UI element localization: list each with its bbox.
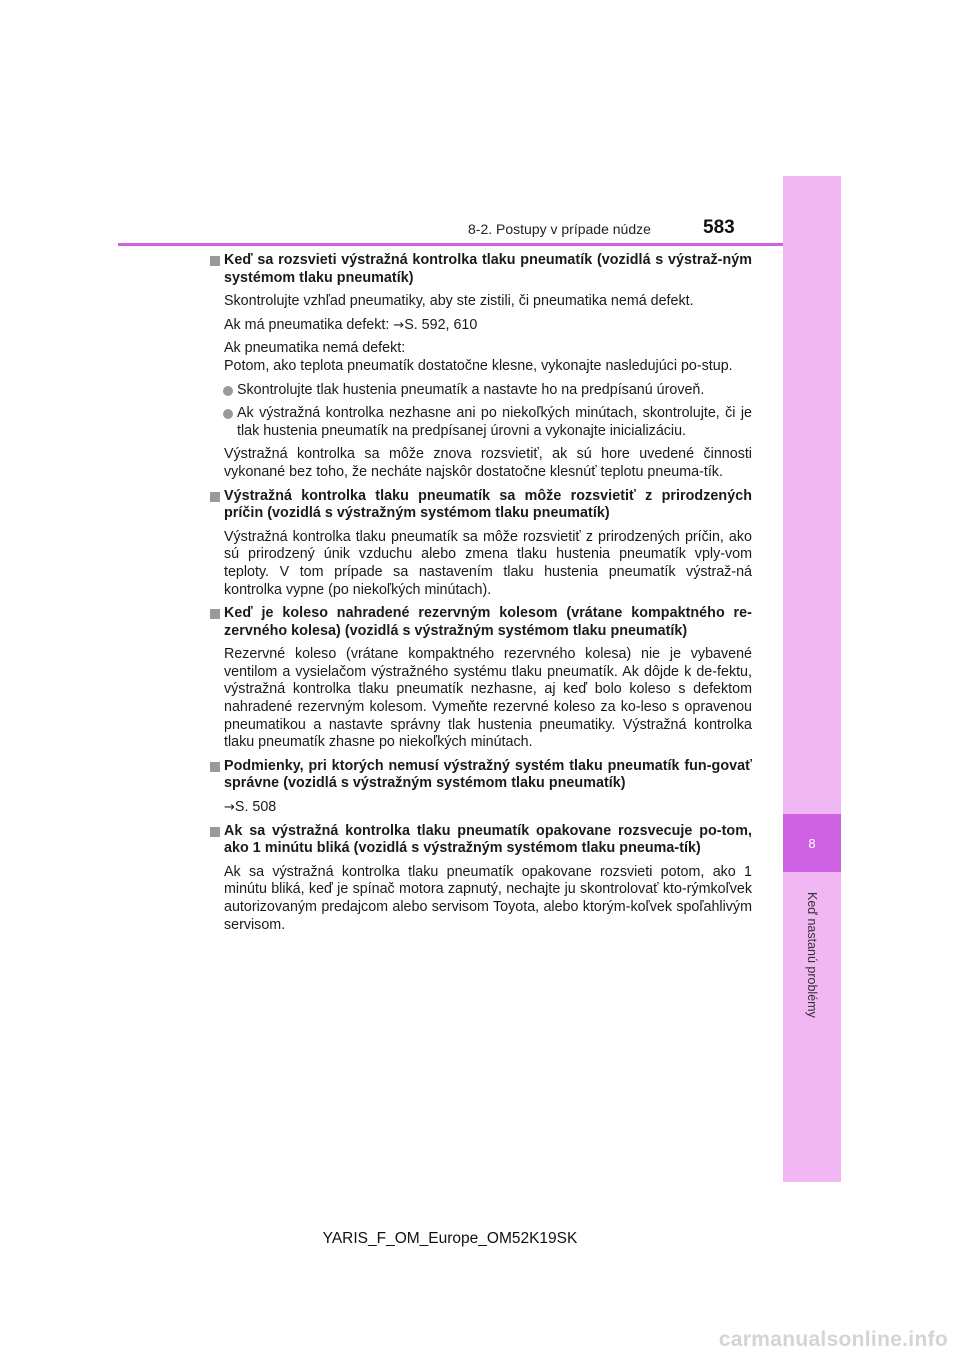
section-heading: Ak sa výstražná kontrolka tlaku pneumatík opakovane rozsvecuje po-tom, ako 1 minútu bliká (vozidlá s výstražným systémom tlaku pneuma-tík): [210, 823, 752, 858]
page-content: [210, 252, 752, 934]
chapter-title-vertical: Keď nastanú problémy: [805, 892, 819, 1018]
list-item: Skontrolujte tlak hustenia pneumatík a nastavte ho na predpísanú úroveň.: [210, 382, 752, 400]
footer-doc-id: YARIS_F_OM_Europe_OM52K19SK: [322, 1230, 578, 1247]
section-heading: Keď je koleso nahradené rezervným kolesom (vrátane kompaktného re-zervného kolesa) (vozidlá s výstražným systémom tlaku pneumatík): [210, 605, 752, 640]
chapter-side-tab: [783, 176, 841, 1182]
paragraph: Rezervné koleso (vrátane kompaktného rezervného kolesa) nie je vybavené ventilom a vysielačom výstražného systému tlaku pneumatík. Ak dôjde k de-fektu, výstražná kontrolka tlaku pneumatík nezhasne, aj keď bolo koleso s defektom nahradené rezervným kolesom. Vymeňte rezervné koleso za ko-leso s opravenou pneumatikou a nastavte správny tlak hustenia pneumatiky. Výstražná kontrolka tlaku pneumatík zhasne po niekoľkých minútach.: [224, 646, 752, 751]
paragraph: Výstražná kontrolka sa môže znova rozsvietiť, ak sú hore uvedené činnosti vykonané bez toho, že necháte najskôr dostatočne klesnúť teplotu pneuma-tík.: [224, 446, 752, 480]
square-bullet-icon: [210, 762, 220, 772]
paragraph: Skontrolujte vzhľad pneumatiky, aby ste zistili, či pneumatika nemá defekt.: [224, 293, 694, 310]
arrow-right-icon: →: [393, 317, 405, 333]
list-item: Ak výstražná kontrolka nezhasne ani po niekoľkých minútach, skontrolujte, či je tlak hustenia pneumatík na predpísanej úrovni a vykonajte inicializáciu.: [210, 405, 752, 440]
square-bullet-icon: [210, 609, 220, 619]
chapter-number-tab[interactable]: 8: [783, 814, 841, 872]
arrow-right-icon: →: [224, 800, 235, 816]
page-reference-link[interactable]: S. 592, 610: [404, 316, 478, 333]
paragraph-reference: Ak má pneumatika defekt: →S. 592, 610: [224, 316, 478, 333]
section-title: 8-2. Postupy v prípade núdze: [468, 221, 651, 237]
paragraph: Výstražná kontrolka tlaku pneumatík sa môže rozsvietiť z prirodzených príčin, ako sú prirodzený únik vzduchu alebo zmena tlaku hustenia pneumatík vply-vom teploty. V tom prípade sa nastavením tlaku hustenia pneumatík výstraž-ná kontrolka vypne (po niekoľkých minútach).: [224, 528, 752, 598]
page-number: 583: [703, 217, 735, 238]
square-bullet-icon: [210, 492, 220, 502]
square-bullet-icon: [210, 827, 220, 837]
paragraph: Ak pneumatika nemá defekt: Potom, ako teplota pneumatík dostatočne klesne, vykonajte nasledujúci po-stup.: [224, 340, 733, 374]
header-divider: [118, 243, 783, 246]
paragraph-reference: [210, 799, 752, 817]
watermark: carmanualsonline.info: [718, 1328, 948, 1351]
section-heading: Keď sa rozsvieti výstražná kontrolka tlaku pneumatík (vozidlá s výstraž-ným systémom tlaku pneumatík): [210, 252, 752, 287]
page-reference-link[interactable]: S. 508: [234, 799, 277, 816]
square-bullet-icon: [210, 256, 220, 266]
paragraph: Ak sa výstražná kontrolka tlaku pneumatík opakovane rozsvieti potom, ako 1 minútu bliká, keď je spínač motora zapnutý, nechajte ju skontrolovať kto-rýmkoľvek autorizovaným predajcom alebo servisom Toyota, alebo ktorým-koľvek spoľahlivým servisom.: [224, 863, 752, 933]
round-bullet-icon: [223, 409, 233, 419]
round-bullet-icon: [223, 386, 233, 396]
section-heading: Výstražná kontrolka tlaku pneumatík sa môže rozsvietiť z prirodzených príčin (vozidlá s výstražným systémom tlaku pneumatík): [210, 488, 752, 523]
section-heading: Podmienky, pri ktorých nemusí výstražný systém tlaku pneumatík fun-govať správne (vozidlá s výstražným systémom tlaku pneumatík): [210, 758, 752, 793]
